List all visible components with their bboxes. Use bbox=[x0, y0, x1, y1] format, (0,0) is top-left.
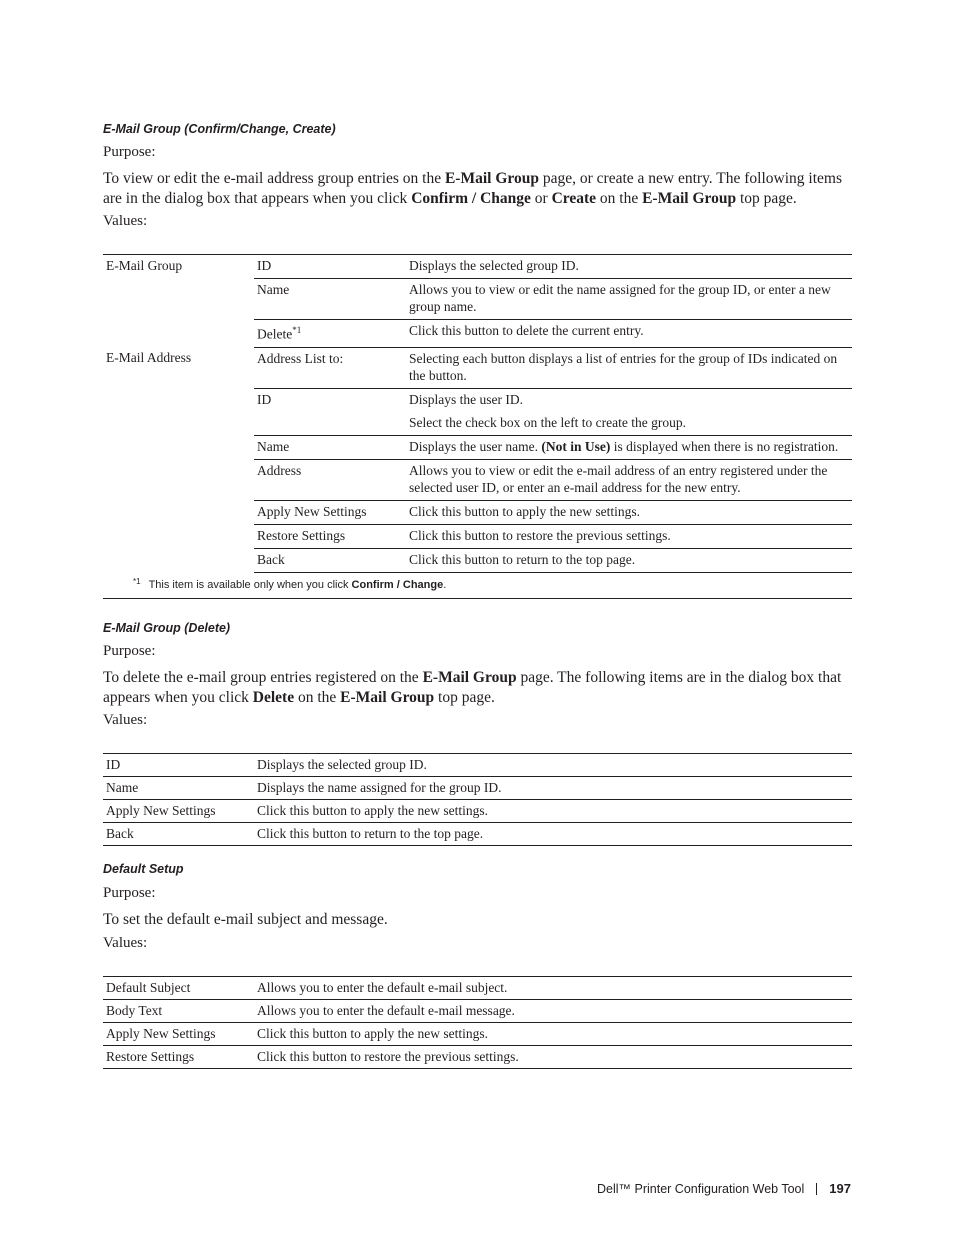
footer-divider bbox=[816, 1183, 817, 1195]
desc-cell: Click this button to restore the previous settings. bbox=[254, 1046, 852, 1069]
item-cell: Name bbox=[254, 435, 406, 459]
footer-title: Dell™ Printer Configuration Web Tool bbox=[597, 1181, 805, 1196]
table-row bbox=[103, 1000, 852, 1023]
item-cell: Delete$^{*1}$ bbox=[254, 320, 406, 348]
item-cell: ID bbox=[103, 754, 254, 777]
desc-cell: Click this button to return to the top page. bbox=[406, 548, 852, 572]
item-cell: Back bbox=[103, 823, 254, 846]
item-cell: Body Text bbox=[103, 1000, 254, 1023]
desc-cell: Allows you to view or edit the e-mail address of an entry registered under the selected user ID, or enter an e-mail address for the new entry. bbox=[406, 459, 852, 500]
section-description: To view or edit the e-mail address group entries on the E-Mail Group page, or create a new entry. The following items are in the dialog box that appears when you click Confirm / Change or Create on the E-Mail Group top page. bbox=[103, 170, 842, 207]
item-cell: Apply New Settings bbox=[254, 500, 406, 524]
desc-cell: Displays the user name. (Not in Use) is displayed when there is no registration. bbox=[406, 435, 852, 459]
section-description: To delete the e-mail group entries registered on the E-Mail Group page. The following items are in the dialog box that appears when you click Delete on the E-Mail Group top page. bbox=[103, 669, 842, 706]
item-cell: Address List to: bbox=[254, 347, 406, 388]
table-row bbox=[103, 754, 852, 777]
desc-cell: Click this button to apply the new settings. bbox=[254, 1023, 852, 1046]
desc-cell: Allows you to enter the default e-mail subject. bbox=[254, 977, 852, 1000]
values-table-group-delete bbox=[103, 753, 852, 846]
values-label: Values: bbox=[103, 935, 148, 951]
desc-cell: Click this button to return to the top page. bbox=[254, 823, 852, 846]
values-label: Values: bbox=[103, 213, 148, 229]
footnote-row bbox=[103, 572, 852, 598]
desc-cell: Displays the selected group ID. bbox=[254, 754, 852, 777]
table-row bbox=[103, 347, 852, 388]
page-footer bbox=[597, 1181, 851, 1196]
values-table-default-setup bbox=[103, 976, 852, 1069]
values-table-group-edit bbox=[103, 254, 852, 599]
item-cell: ID bbox=[254, 388, 406, 435]
table-row bbox=[103, 1023, 852, 1046]
desc-cell: Allows you to enter the default e-mail message. bbox=[254, 1000, 852, 1023]
desc-cell: Click this button to apply the new settings. bbox=[254, 800, 852, 823]
page-number: 197 bbox=[829, 1181, 851, 1196]
section-description: To set the default e-mail subject and message. bbox=[103, 911, 388, 928]
desc-cell: Displays the user ID. Select the check box on the left to create the group. bbox=[406, 388, 852, 435]
table-row bbox=[103, 777, 852, 800]
desc-cell: Displays the name assigned for the group ID. bbox=[254, 777, 852, 800]
item-cell: Address bbox=[254, 459, 406, 500]
table-row bbox=[103, 1046, 852, 1069]
item-cell: Apply New Settings bbox=[103, 800, 254, 823]
table-row bbox=[103, 800, 852, 823]
desc-cell: Allows you to view or edit the name assigned for the group ID, or enter a new group name. bbox=[406, 279, 852, 320]
desc-cell: Click this button to apply the new settings. bbox=[406, 500, 852, 524]
item-cell: ID bbox=[254, 255, 406, 279]
desc-cell: Displays the selected group ID. bbox=[406, 255, 852, 279]
section-heading-group-delete: E-Mail Group (Delete) bbox=[103, 621, 231, 635]
item-cell: Back bbox=[254, 548, 406, 572]
item-cell: Name bbox=[103, 777, 254, 800]
values-label: Values: bbox=[103, 712, 148, 728]
section-heading-default-setup: Default Setup bbox=[103, 862, 184, 876]
table-row bbox=[103, 255, 852, 279]
purpose-label: Purpose: bbox=[103, 885, 156, 901]
desc-cell: Click this button to restore the previous settings. bbox=[406, 524, 852, 548]
desc-cell: Click this button to delete the current entry. bbox=[406, 320, 852, 348]
item-cell: Apply New Settings bbox=[103, 1023, 254, 1046]
item-cell: Default Subject bbox=[103, 977, 254, 1000]
item-cell: Name bbox=[254, 279, 406, 320]
table-footnote: $^{*1}$ This item is available only when you click Confirm / Change. bbox=[133, 576, 447, 591]
table-row bbox=[103, 977, 852, 1000]
section-heading-group-edit: E-Mail Group (Confirm/Change, Create) bbox=[103, 122, 336, 136]
purpose-label: Purpose: bbox=[103, 643, 156, 659]
row-group-cell: E-Mail Address bbox=[106, 350, 192, 365]
table-row bbox=[103, 823, 852, 846]
desc-cell: Selecting each button displays a list of entries for the group of IDs indicated on the button. bbox=[406, 347, 852, 388]
row-group-cell: E-Mail Group bbox=[106, 258, 183, 273]
item-cell: Restore Settings bbox=[254, 524, 406, 548]
purpose-label: Purpose: bbox=[103, 144, 156, 160]
item-cell: Restore Settings bbox=[103, 1046, 254, 1069]
